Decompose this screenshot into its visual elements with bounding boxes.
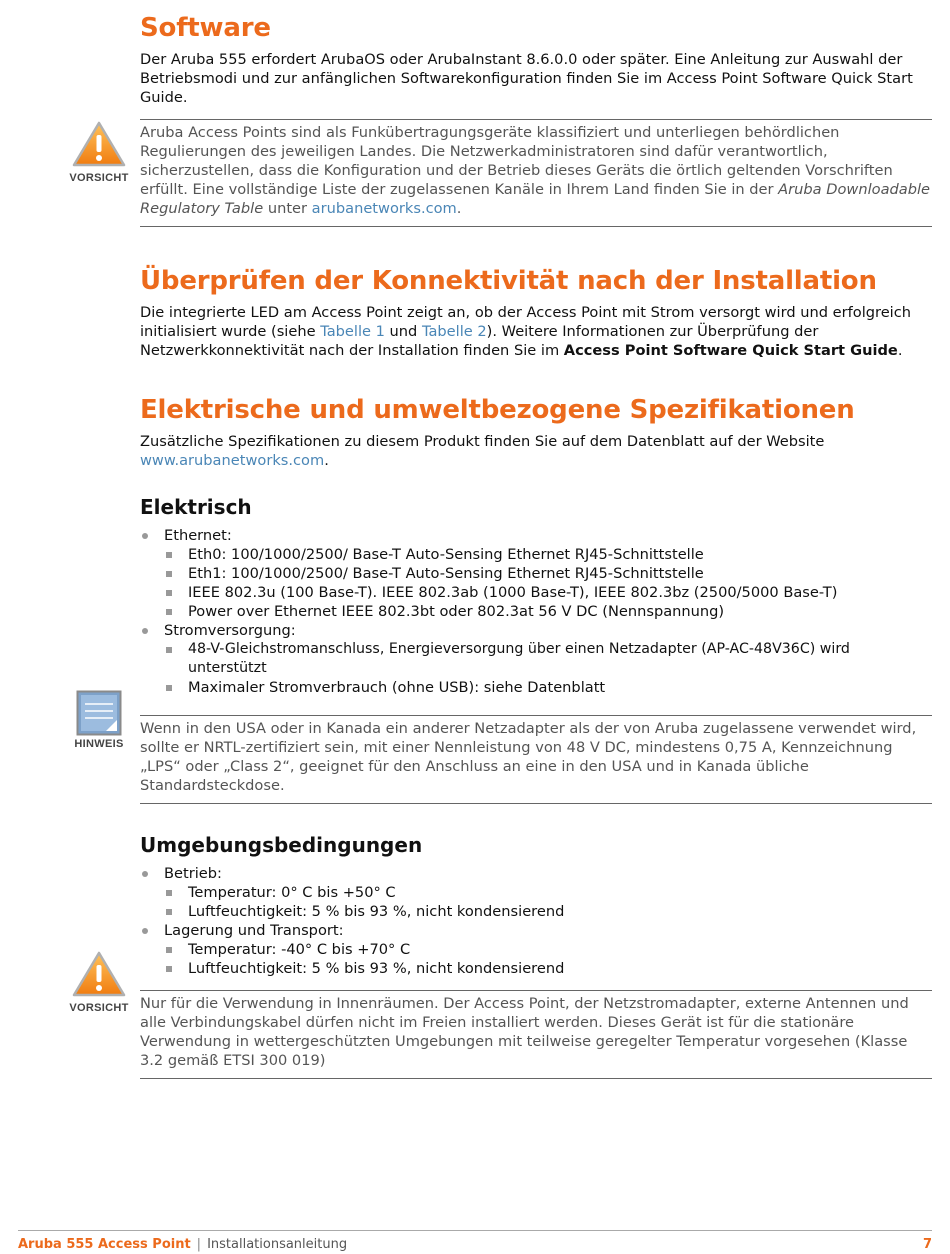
specs-text-a: Zusätzliche Spezifikationen zu diesem Produkt finden Sie auf dem Datenblatt auf der Website: [140, 433, 825, 450]
sub-list: [164, 883, 932, 921]
connectivity-text-c: ). Weitere Informationen zur Überprüfung der Netzwerkkonnektivität nach der Installation finden Sie im: [140, 323, 819, 359]
sub-list-item: Eth1: 100/1000/2500/ Base-T Auto-Sensing Ethernet RJ45-Schnittstelle: [164, 564, 932, 583]
section-heading-specs: Elektrische und umweltbezogene Spezifikationen: [140, 395, 855, 425]
footer-product: Aruba 555 Access Point: [18, 1237, 191, 1252]
caution-icon-block-2: [66, 950, 132, 1014]
sub-list: [164, 940, 932, 978]
list-item-label: Lagerung und Transport:: [164, 922, 344, 939]
list-item-label: Ethernet:: [164, 527, 232, 544]
note-label: HINWEIS: [74, 738, 124, 750]
caution-box-regulatory: [140, 119, 932, 227]
sub-list: [164, 640, 932, 697]
page-footer: [18, 1230, 932, 1254]
connectivity-text-d: .: [897, 342, 903, 359]
caution-label: VORSICHT: [69, 1002, 129, 1014]
note-icon: [76, 690, 122, 736]
list-item: [140, 621, 932, 697]
section-heading-software: Software: [140, 13, 271, 43]
sub-list-item: Eth0: 100/1000/2500/ Base-T Auto-Sensing Ethernet RJ45-Schnittstelle: [164, 545, 932, 564]
software-text: Der Aruba 555 erfordert ArubaOS oder ArubaInstant 8.6.0.0 oder später. Eine Anleitung zur Auswahl der Betriebsmodi und zur anfänglichen Softwarekonfiguration finden Sie im Access Point Software Quick Start Guide.: [140, 51, 913, 106]
sub-list-item: IEEE 802.3u (100 Base-T). IEEE 802.3ab (1000 Base-T), IEEE 802.3bz (2500/5000 Base-T): [164, 583, 932, 602]
sub-list-item: 48-V-Gleichstromanschluss, Energieversorgung über einen Netzadapter (AP-AC-48V36C) wird unterstützt: [164, 640, 932, 678]
list-item-label: Stromversorgung:: [164, 622, 296, 639]
caution-text: Aruba Access Points sind als Funkübertragungsgeräte klassifiziert und unterliegen behördlichen Regulierungen des jeweiligen Landes. Die Netzwerkadministratoren sind dafür verantwortlich, sicherzustellen, dass die Konfiguration und der Betrieb dieses Geräts die örtlich geltenden Vorschriften erfüllt. Eine vollständige Liste der zugelassenen Kanäle in Ihrem Land finden Sie in der: [140, 124, 893, 198]
list-item: [140, 526, 932, 621]
table-2-link[interactable]: Tabelle 2: [421, 323, 487, 340]
caution-box-indoor: Nur für die Verwendung in Innenräumen. Der Access Point, der Netzstromadapter, externe Antennen und alle Verbindungskabel dürfen nicht im Freien installiert werden. Dieses Gerät ist für die stationäre Verwendung in wettergeschützten Umgebungen mit teilweise geregelter Temperatur vorgesehen (Klasse 3.2 gemäß ETSI 300 019): [140, 990, 932, 1079]
sub-list-item: Luftfeuchtigkeit: 5 % bis 93 %, nicht kondensierend: [164, 902, 932, 921]
page-content: [140, 0, 932, 1079]
note-box-power-adapter: Wenn in den USA oder in Kanada ein anderer Netzadapter als der von Aruba zugelassene verwendet wird, sollte er NRTL-zertifiziert sein, mit einer Nennleistung von 48 V DC, mindestens 0,75 A, Kennzeichnung „LPS“ oder „Class 2“, geeignet für den Anschluss an eine in den USA und in Kanada übliche Standardsteckdose.: [140, 715, 932, 804]
electrical-list: [140, 526, 932, 697]
list-item-label: Betrieb:: [164, 865, 222, 882]
list-item: [140, 864, 932, 921]
warning-icon: [71, 120, 127, 168]
sub-list-item: Temperatur: 0° C bis +50° C: [164, 883, 932, 902]
page-number: 7: [922, 1237, 932, 1252]
connectivity-text: [140, 303, 932, 360]
environment-list: [140, 864, 932, 978]
website-link[interactable]: www.arubanetworks.com: [140, 452, 325, 469]
sub-list-item: Temperatur: -40° C bis +70° C: [164, 940, 932, 959]
footer-separator: |: [196, 1237, 202, 1252]
arubanetworks-link[interactable]: arubanetworks.com: [311, 200, 457, 217]
sub-list-item: Power over Ethernet IEEE 802.3bt oder 802.3at 56 V DC (Nennspannung): [164, 602, 932, 621]
list-item: [140, 921, 932, 978]
connectivity-text-a: Die integrierte LED am Access Point zeigt an, ob der Access Point mit Strom versorgt wird und erfolgreich initialisiert wurde (siehe: [140, 304, 912, 340]
sub-list-item: Maximaler Stromverbrauch (ohne USB): siehe Datenblatt: [164, 678, 932, 697]
caution-text-c: .: [456, 200, 462, 217]
sub-list: [164, 545, 932, 621]
caution-label: VORSICHT: [69, 172, 129, 184]
connectivity-text-b: und: [384, 323, 422, 340]
quick-start-guide-ref: Access Point Software Quick Start Guide: [563, 342, 898, 359]
sub-list-item: Luftfeuchtigkeit: 5 % bis 93 %, nicht kondensierend: [164, 959, 932, 978]
section-heading-connectivity: Überprüfen der Konnektivität nach der Installation: [140, 266, 877, 296]
footer-doc-title: Installationsanleitung: [207, 1237, 348, 1252]
warning-icon: [71, 950, 127, 998]
caution-icon-block: [66, 120, 132, 184]
specs-text: [140, 432, 932, 470]
caution-text-b: unter: [263, 200, 312, 217]
table-1-link[interactable]: Tabelle 1: [320, 323, 385, 340]
subheading-environment: Umgebungsbedingungen: [140, 833, 423, 857]
subheading-electrical: Elektrisch: [140, 495, 252, 519]
caution-italic: Aruba Downloadable Regulatory Table: [140, 181, 931, 217]
note-icon-block: [66, 690, 132, 750]
specs-text-b: .: [324, 452, 329, 469]
